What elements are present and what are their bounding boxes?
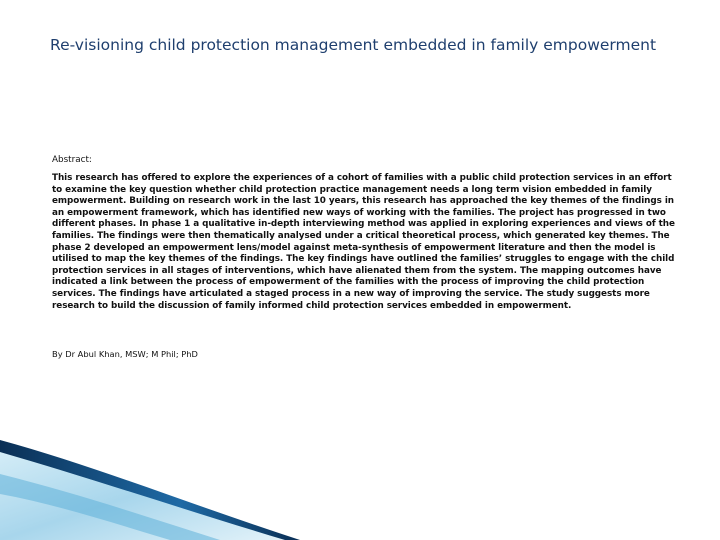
abstract-body: This research has offered to explore the experiences of a cohort of families with a public child protection services in an effort to examine the key question whether child protection practice management needs a long term vision embedded in family empowerment. Building on research work in the last 10 years, this research has approached the key themes of the findings in an empowerment framework, which has identified new ways of working with the families. The project has progressed in two different phases. In phase 1 a qualitative in-depth interviewing method was applied in exploring experiences and views of the families. The findings were then thematically analysed under a critical theoretical process, which generated key themes. The phase 2 developed an empowerment lens/model against meta-synthesis of empowerment literature and then the model is utilised to map the key themes of the findings. The key findings have outlined the families’ struggles to engage with the child protection services in all stages of interventions, which have alienated them from the system. The mapping outcomes have indicated a link between the process of empowerment of the families with the process of improving the child protection services. The findings have articulated a staged process in a new way of improving the service. The study suggests more research to build the discussion of family informed child protection services embedded in empowerment. (52, 173, 675, 311)
slide-title: Re-visioning child protection management embedded in family empowerment (50, 36, 657, 54)
author-credit: By Dr Abul Khan, MSW; M Phil; PhD (52, 349, 198, 359)
abstract-label: Abstract: (52, 155, 92, 165)
decorative-swoosh (0, 440, 300, 540)
abstract-section (52, 155, 682, 312)
